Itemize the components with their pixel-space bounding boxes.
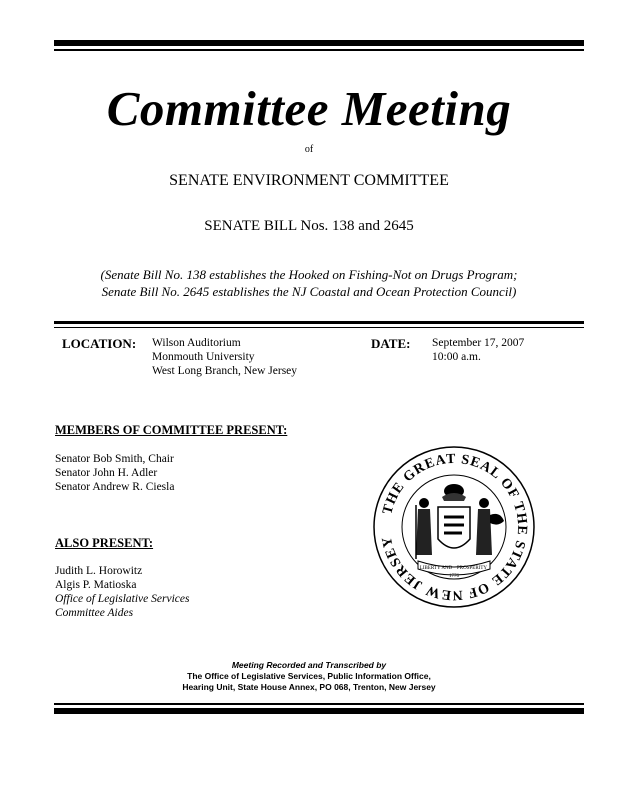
great-seal-of-new-jersey-icon bbox=[372, 445, 536, 609]
date-label: DATE: bbox=[371, 336, 411, 351]
bill-description-line2: Senate Bill No. 2645 establishes the NJ Coastal and Ocean Protection Council) bbox=[101, 284, 517, 299]
page-title: Committee Meeting bbox=[106, 81, 512, 136]
middle-rule-thick bbox=[54, 321, 584, 324]
members-list bbox=[55, 452, 174, 494]
member-name: Senator Andrew R. Ciesla bbox=[55, 481, 175, 493]
bill-numbers: SENATE BILL Nos. 138 and 2645 bbox=[204, 218, 414, 234]
bill-description-line1: (Senate Bill No. 138 establishes the Hooked on Fishing-Not on Drugs Program; bbox=[100, 267, 518, 282]
middle-rule-thin bbox=[54, 327, 584, 328]
staff-role: Committee Aides bbox=[55, 607, 134, 619]
footer-line2: The Office of Legislative Services, Public Information Office, bbox=[187, 671, 431, 681]
top-rule-thick bbox=[54, 40, 584, 46]
top-rule-thin bbox=[54, 49, 584, 51]
location-line: West Long Branch, New Jersey bbox=[152, 365, 298, 377]
seal-text: THE GREAT SEAL OF THE STATE OF NEW JERSEY bbox=[379, 451, 530, 603]
bottom-rule-thick bbox=[54, 708, 584, 714]
also-present-heading: ALSO PRESENT: bbox=[55, 536, 154, 550]
seal-ribbon-left: LIBERTY AND bbox=[419, 566, 453, 571]
staff-office: Office of Legislative Services bbox=[55, 593, 190, 605]
staff-name: Algis P. Matioska bbox=[55, 579, 137, 591]
date-line: 10:00 a.m. bbox=[432, 351, 481, 363]
location-label: LOCATION: bbox=[62, 336, 137, 351]
bill-description bbox=[0, 266, 618, 300]
bottom-rule-thin bbox=[54, 703, 584, 705]
seal-year: 1776 bbox=[449, 574, 459, 579]
seal-ribbon-right: PROSPERITY bbox=[456, 566, 488, 571]
staff-name: Judith L. Horowitz bbox=[55, 565, 143, 577]
location-value bbox=[152, 336, 297, 378]
footer-line3: Hearing Unit, State House Annex, PO 068, Trenton, New Jersey bbox=[182, 682, 436, 692]
members-heading: MEMBERS OF COMMITTEE PRESENT: bbox=[55, 423, 288, 437]
date-value bbox=[432, 336, 524, 364]
footer bbox=[0, 660, 618, 693]
member-name: Senator John H. Adler bbox=[55, 467, 158, 479]
footer-line1: Meeting Recorded and Transcribed by bbox=[231, 660, 387, 670]
date-line: September 17, 2007 bbox=[432, 337, 525, 349]
location-line: Monmouth University bbox=[152, 351, 255, 363]
location-line: Wilson Auditorium bbox=[152, 337, 241, 349]
member-name: Senator Bob Smith, Chair bbox=[55, 453, 174, 465]
also-present-list bbox=[55, 564, 189, 620]
committee-name: SENATE ENVIRONMENT COMMITTEE bbox=[169, 172, 449, 189]
of-label: of bbox=[304, 144, 314, 155]
